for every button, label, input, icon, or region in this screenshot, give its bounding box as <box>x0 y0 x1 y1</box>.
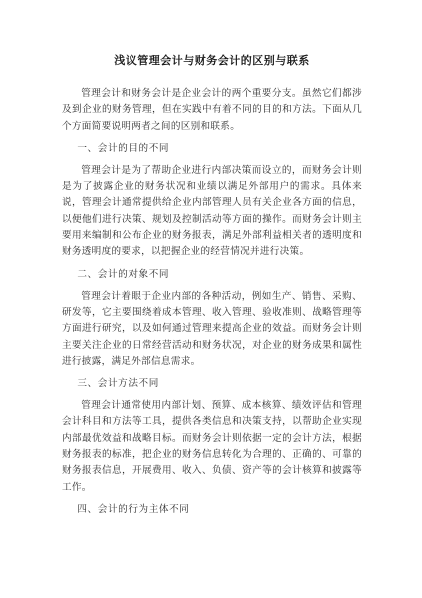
section-body-purpose: 管理会计是为了帮助企业进行内部决策而设立的，而财务会计则是为了披露企业的财务状况和业绩以满足外部用户的需求。具体来说，管理会计通常提供给企业内部管理人员有关企业各方面的信息，以便他们进行决策、规划及控制活动等方面的操作。而财务会计则主要用来编制和公布企业的财务报表，满足外部利益相关者的透明度和财务透明度的要求，以把握企业的经营情况并进行决策。 <box>62 164 362 258</box>
intro-paragraph: 管理会计和财务会计是企业会计的两个重要分支。虽然它们都涉及到企业的财务管理，但在实践中有着不同的目的和方法。下面从几个方面简要说明两者之间的区别和联系。 <box>62 88 362 132</box>
section-heading-method: 三、会计方法不同 <box>77 378 159 390</box>
section-heading-subject: 四、会计的行为主体不同 <box>77 503 190 515</box>
document-page <box>62 52 362 524</box>
section-heading-object: 二、会计的对象不同 <box>77 268 170 280</box>
section-heading-purpose: 一、会计的目的不同 <box>77 142 170 154</box>
section-body-method: 管理会计通常使用内部计划、预算、成本核算、绩效评估和管理会计科目和方法等工具，提供各类信息和决策支持，以帮助企业实现内部最优效益和战略目标。而财务会计则依据一定的会计方法，根据财务报表的标准，把企业的财务信息转化为合理的、正确的、可靠的财务报表信息，开展费用、收入、负债、资产等的会计核算和披露等工作。 <box>62 400 362 493</box>
section-body-object: 管理会计着眼于企业内部的各种活动，例如生产、销售、采购、研发等，它主要围绕着成本管理、收入管理、验收准则、战略管理等方面进行研究，以及如何通过管理来提高企业的效益。而财务会计则主要关注企业的日常经营活动和财务状况，对企业的财务成果和属性进行披露，满足外部信息需求。 <box>62 290 362 367</box>
document-title: 浅议管理会计与财务会计的区别与联系 <box>114 54 310 67</box>
